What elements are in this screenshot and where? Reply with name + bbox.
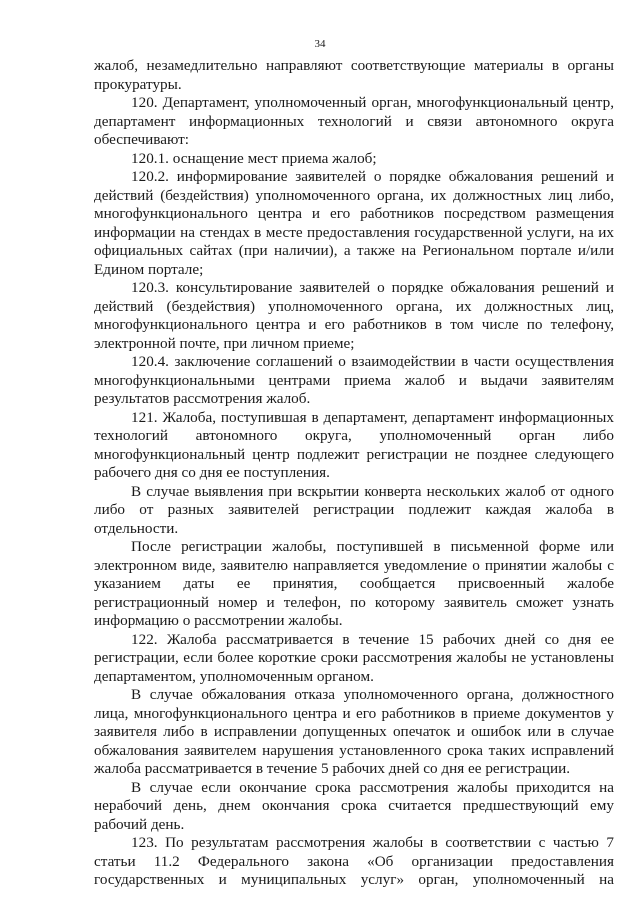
text-line: либо от разных заявителей регистрации подлежит каждая жалоба в — [94, 501, 614, 518]
text-line: 120.1. оснащение мест приема жалоб; — [131, 149, 377, 167]
text-line: департаментом, уполномоченным органом. — [94, 667, 374, 685]
text-line: жалоба рассматривается в течение 5 рабочих дней со дня ее регистрации. — [94, 760, 571, 777]
text-line: В случае если окончание срока рассмотрения жалобы приходится на — [131, 778, 614, 796]
text-line: нерабочий день, днем окончания срока считается предшествующий ему — [94, 797, 614, 814]
text-line: 120.4. заключение соглашений о взаимодействии в части осуществления — [131, 353, 614, 370]
text-line: 122. Жалоба рассматривается в течение 15 рабочих дней со дня ее — [131, 630, 614, 648]
text-line: После регистрации жалобы, поступившей в письменной форме или — [131, 538, 614, 555]
text-line: департамент информационных технологий и связи автономного округа — [94, 112, 614, 130]
text-line: обеспечивают: — [94, 131, 189, 148]
page-number: 34 — [314, 38, 326, 50]
text-line: официальных сайтах (при наличии), а также на Региональном портале и/или — [94, 242, 614, 259]
text-line: заявителя либо в исправлении допущенных опечаток и ошибок или в случае — [94, 723, 614, 740]
text-line: 123. По результатам рассмотрения жалобы в соответствии с частью 7 — [131, 834, 614, 851]
text-line: многофункционального центра и его работников посредством размещения — [94, 205, 614, 222]
text-line: В случае обжалования отказа уполномоченного органа, должностного — [131, 686, 614, 703]
text-line: государственных и муниципальных услуг» орган, уполномоченный на — [94, 871, 614, 888]
text-line: отдельности. — [94, 519, 179, 537]
text-line: электронном виде, заявителю направляется уведомление о принятии жалобы с — [94, 556, 614, 574]
text-line: регистрационный номер и телефон, по которому заявитель сможет узнать — [94, 593, 614, 611]
text-line: 120. Департамент, уполномоченный орган, многофункциональный центр, — [131, 94, 614, 111]
text-line: Едином портале; — [94, 260, 204, 278]
text-line: обжалования заявителем нарушения установленного срока таких исправлений — [94, 741, 614, 759]
text-line: многофункциональными центрами приема жалоб и выдачи заявителям — [94, 371, 614, 389]
text-line: указанием даты ее принятия, сообщается присвоенный жалобе — [94, 575, 614, 592]
text-line: информации на стендах в месте предоставления государственной услуги, на их — [94, 223, 614, 241]
text-line: статьи 11.2 Федерального закона «Об организации предоставления — [94, 852, 614, 870]
text-line: прокуратуры. — [94, 75, 182, 93]
text-line: результатов рассмотрения жалоб. — [94, 390, 311, 407]
text-line: многофункционального центра и его работников в том числе по телефону, — [94, 316, 614, 333]
text-line: действий (бездействия) уполномоченного органа, их должностных лиц либо, — [94, 186, 614, 204]
document-body — [94, 57, 614, 890]
text-line: регистрации, если более короткие сроки рассмотрения жалобы не установлены — [94, 649, 614, 666]
text-line: многофункциональный центр подлежит регистрации не позднее следующего — [94, 445, 614, 463]
text-line: информацию о рассмотрении жалобы. — [94, 612, 343, 629]
text-line: 120.2. информирование заявителей о порядке обжалования решений и — [131, 168, 614, 185]
text-line: В случае выявления при вскрытии конверта нескольких жалоб от одного — [131, 482, 614, 500]
text-line: 120.3. консультирование заявителей о порядке обжалования решений и — [131, 279, 614, 296]
text-line: 121. Жалоба, поступившая в департамент, департамент информационных — [131, 408, 614, 426]
text-line: электронной почте, при личном приеме; — [94, 334, 355, 352]
text-line: технологий автономного округа, уполномоченный орган либо — [94, 427, 614, 444]
text-line: жалоб, незамедлительно направляют соответствующие материалы в органы — [94, 57, 614, 74]
text-line: лица, многофункционального центра и его работников в приеме документов у — [94, 704, 614, 722]
text-line: рабочий день. — [94, 815, 185, 833]
text-line: рабочего дня со дня ее поступления. — [94, 464, 330, 481]
text-line: действий (бездействия) уполномоченного органа, их должностных лиц, — [94, 297, 614, 315]
